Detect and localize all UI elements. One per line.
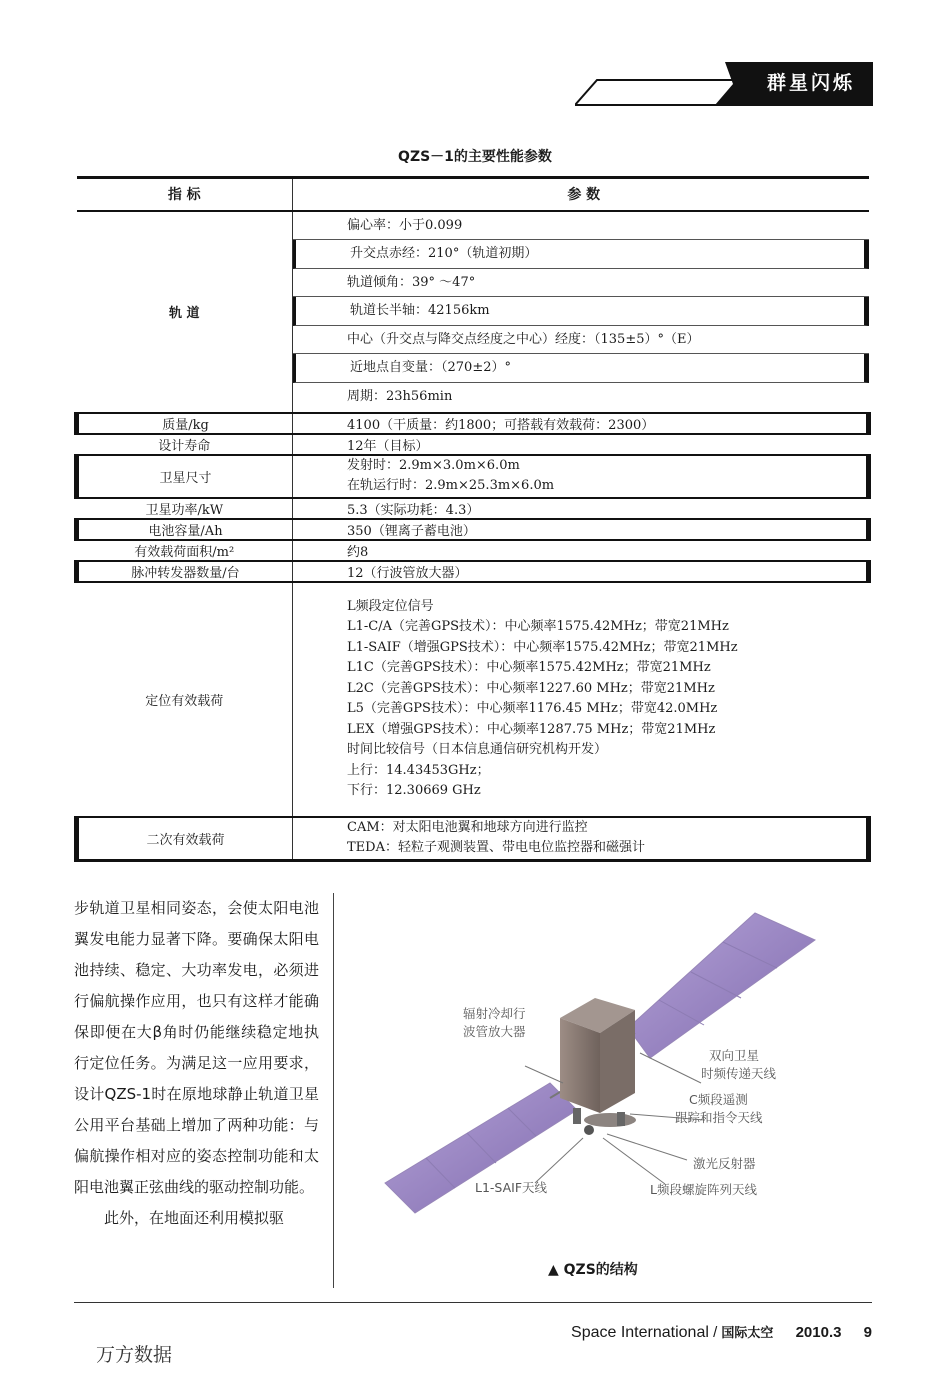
callout-twta-line1: 辐射冷却行 <box>463 1006 526 1021</box>
row-label: 质量/kg <box>77 413 293 434</box>
article-paragraph: 步轨道卫星相同姿态，会使太阳电池翼发电能力显著下降。要确保太阳电池持续、稳定、大功率发电，必须进行偏航操作应用，也只有这样才能确保即便在大β角时仍能继续稳定地执行定位任务。为满足这一应用要求，设计QZS-1时在原地球静止轨道卫星公用平台基础上增加了两种功能：与偏航操作相对应的姿态控制功能和太阳电池翼正弦曲线的驱动控制功能。 <box>74 899 319 1196</box>
orbit-value: 近地点自变量：（270±2）° <box>293 354 869 383</box>
publication-name-cn: 国际太空 <box>721 1325 774 1340</box>
positioning-label: 定位有效载荷 <box>77 582 293 817</box>
row-value <box>293 455 869 498</box>
row-label: 脉冲转发器数量/台 <box>77 561 293 582</box>
figure-caption: ▲ QZS的结构 <box>548 1262 638 1278</box>
table-row <box>77 540 869 561</box>
row-value-line: 发射时：2.9m×3.0m×6.0m <box>347 457 520 473</box>
issue-number: 2010.3 <box>795 1324 842 1341</box>
table-row <box>77 498 869 519</box>
orbit-values <box>293 211 869 413</box>
positioning-value: L5（完善GPS技术）：中心频率1176.45 MHz；带宽42.0MHz <box>347 701 718 717</box>
positioning-value: L1-SAIF（增强GPS技术）：中心频率1575.42MHz；带宽21MHz <box>347 639 738 655</box>
table-row-orbit <box>77 211 869 413</box>
secondary-label: 二次有效载荷 <box>77 817 293 861</box>
table-row <box>77 434 869 455</box>
table-row-secondary <box>77 817 869 861</box>
positioning-value: 上行：14.43453GHz； <box>347 762 490 778</box>
table-row <box>77 561 869 582</box>
satellite-illustration <box>345 898 875 1253</box>
table-title: QZS－1的主要性能参数 <box>398 149 552 165</box>
section-label: 群星闪烁 <box>766 72 855 94</box>
column-divider <box>333 893 334 1288</box>
callout-cband-line1: C频段遥测 <box>689 1092 748 1107</box>
callout-twoway-line2: 时频传递天线 <box>701 1066 777 1081</box>
page-number: 9 <box>863 1324 872 1341</box>
positioning-value: LEX（增强GPS技术）：中心频率1287.75 MHz；带宽21MHz <box>347 721 716 737</box>
table-row-positioning <box>77 582 869 817</box>
callout-lband: L频段螺旋阵列天线 <box>650 1182 757 1197</box>
row-value: 5.3（实际功耗：4.3） <box>293 498 869 519</box>
positioning-values <box>293 582 869 817</box>
positioning-value: 下行：12.30669 GHz <box>347 783 481 799</box>
page-footer <box>571 1322 872 1342</box>
positioning-value: L1-C/A（完善GPS技术）：中心频率1575.42MHz；带宽21MHz <box>347 619 729 635</box>
secondary-value: TEDA：轻粒子观测装置、带电电位监控器和磁强计 <box>347 840 645 856</box>
solar-panel-right <box>628 913 815 1058</box>
section-header <box>575 60 873 106</box>
callout-cband-line2: 跟踪和指令天线 <box>675 1110 763 1125</box>
footer-rule <box>74 1302 872 1303</box>
orbit-value: 周期：23h56min <box>347 389 453 405</box>
callout-twta-line2: 波管放大器 <box>463 1024 526 1039</box>
secondary-value: CAM：对太阳电池翼和地球方向进行监控 <box>347 819 588 835</box>
watermark: 万方数据 <box>96 1344 173 1366</box>
row-label: 卫星功率/kW <box>77 498 293 519</box>
orbit-value: 偏心率：小于0.099 <box>293 212 869 241</box>
callout-twoway-line1: 双向卫星 <box>709 1048 760 1063</box>
positioning-value: L频段定位信号 <box>347 598 434 614</box>
parameter-table <box>74 176 871 862</box>
positioning-value: L1C（完善GPS技术）：中心频率1575.42MHz；带宽21MHz <box>347 660 711 676</box>
article-column <box>74 893 319 1234</box>
row-value: 4100（干质量：约1800；可搭载有效载荷：2300） <box>293 413 869 434</box>
satellite-body <box>560 998 636 1135</box>
row-value: 12年（目标） <box>293 434 869 455</box>
row-label: 设计寿命 <box>77 434 293 455</box>
row-label: 卫星尺寸 <box>77 455 293 498</box>
table-row <box>77 455 869 498</box>
row-label: 有效载荷面积/m² <box>77 540 293 561</box>
row-value-line: 在轨运行时：2.9m×25.3m×6.0m <box>347 478 555 494</box>
footer-separator: / <box>713 1324 718 1341</box>
table-row <box>77 519 869 540</box>
article-paragraph: 此外，在地面还利用模拟驱 <box>104 1209 285 1227</box>
orbit-label: 轨 道 <box>77 211 293 413</box>
secondary-values <box>293 817 869 861</box>
positioning-value: L2C（完善GPS技术）：中心频率1227.60 MHz；带宽21MHz <box>347 680 715 696</box>
satellite-figure <box>345 898 875 1253</box>
table-row <box>77 413 869 434</box>
positioning-value: 时间比较信号（日本信息通信研究机构开发） <box>347 742 608 758</box>
publication-name: Space International <box>571 1324 709 1341</box>
callout-laser: 激光反射器 <box>693 1156 756 1171</box>
orbit-value: 轨道倾角：39° ～47° <box>293 269 869 298</box>
callout-saif: L1-SAIF天线 <box>475 1180 548 1195</box>
row-value: 约8 <box>293 540 869 561</box>
row-label: 电池容量/Ah <box>77 519 293 540</box>
row-value: 12（行波管放大器） <box>293 561 869 582</box>
table-header-row <box>77 178 869 211</box>
orbit-value: 轨道长半轴：42156km <box>293 297 869 326</box>
col-header-parameter: 参 数 <box>293 178 869 211</box>
orbit-value: 中心（升交点与降交点经度之中心）经度：（135±5）°（E） <box>293 326 869 355</box>
orbit-value: 升交点赤经：210°（轨道初期） <box>293 240 869 269</box>
row-value: 350（锂离子蓄电池） <box>293 519 869 540</box>
col-header-indicator: 指 标 <box>77 178 293 211</box>
